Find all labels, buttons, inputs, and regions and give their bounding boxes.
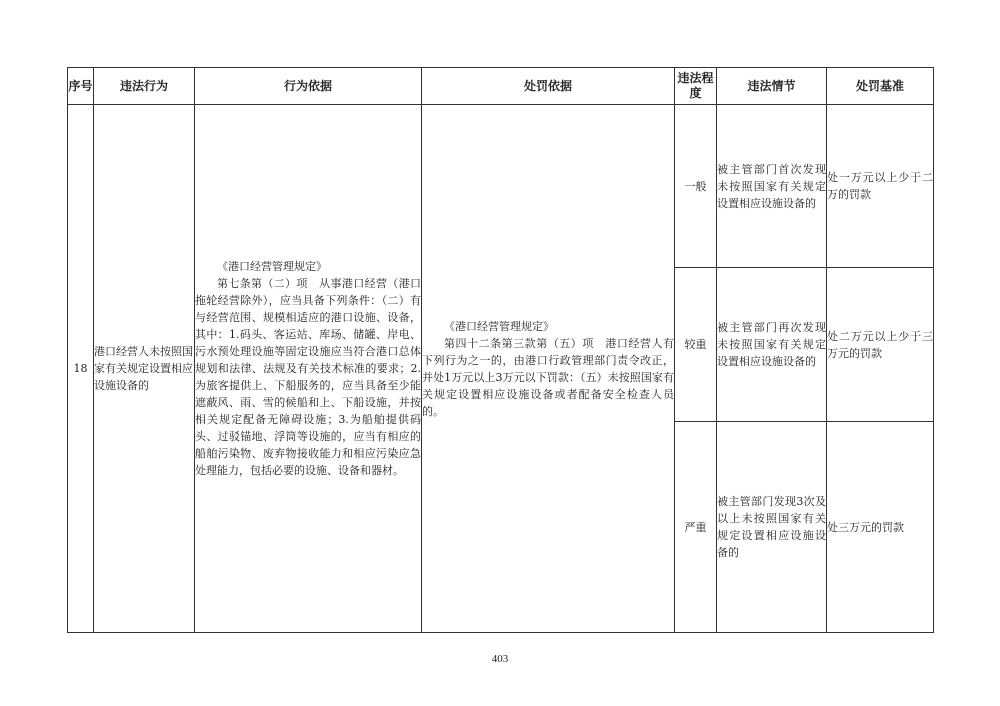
basis-title: 《港口经营管理规定》 [217,260,327,273]
standard-severe: 处三万元的罚款 [827,422,934,633]
degree-serious: 较重 [675,268,717,422]
degree-severe: 严重 [675,422,717,633]
row-seq: 18 [68,105,94,633]
table-row [68,105,934,268]
penalty-standard-table [67,67,934,633]
degree-general: 一般 [675,105,717,268]
standard-general: 处一万元以上少于二万的罚款 [827,105,934,268]
header-standard: 处罚基准 [827,68,934,105]
standard-serious: 处二万元以上少于三万元的罚款 [827,268,934,422]
circumstance-general: 被主管部门首次发现未按照国家有关规定设置相应设施设备的 [717,105,827,268]
header-circumstance: 违法情节 [717,68,827,105]
row-penalty-basis [422,105,675,633]
header-violation: 违法行为 [94,68,195,105]
header-degree: 违法程度 [675,68,717,105]
circumstance-severe: 被主管部门发现3次及以上未按照国家有关规定设置相应设施设备的 [717,422,827,633]
page-number: 403 [491,653,509,665]
header-basis: 行为依据 [195,68,422,105]
circumstance-serious: 被主管部门再次发现未按照国家有关规定设置相应设施设备的 [717,268,827,422]
penalty-basis-text: 第四十二条第三款第（五）项 港口经营人有下列行为之一的，由港口行政管理部门责令改正，并处1万元以上3万元以下罚款：（五）未按照国家有关规定设置相应设施设备或者配备安全检查人员的。 [422,336,674,418]
row-violation: 港口经营人未按照国家有关规定设置相应设施设备的 [94,105,195,633]
penalty-basis-title: 《港口经营管理规定》 [444,319,554,333]
header-penalty-basis: 处罚依据 [422,68,675,105]
header-seq: 序号 [68,68,94,105]
basis-text: 第七条第（二）项 从事港口经营（港口拖轮经营除外），应当具备下列条件：（二）有与经营范围、规模相适应的港口设施、设备，其中：1.码头、客运站、库场、储罐、岸电、污水预处理设施等固定设施应当符合港口总体规划和法律、法规及有关技术标准的要求；2.为旅客提供上、下船服务的，应当具备至少能遮蔽风、雨、雪的候船和上、下船设施，并按相关规定配备无障碍设施；3.为船舶提供码头、过驳锚地、浮筒等设施的，应当有相应的船舶污染物、废弃物接收能力和相应污染应急处理能力，包括必要的设施、设备和器材。 [195,277,421,477]
table-header-row [68,68,934,105]
row-basis [195,105,422,633]
